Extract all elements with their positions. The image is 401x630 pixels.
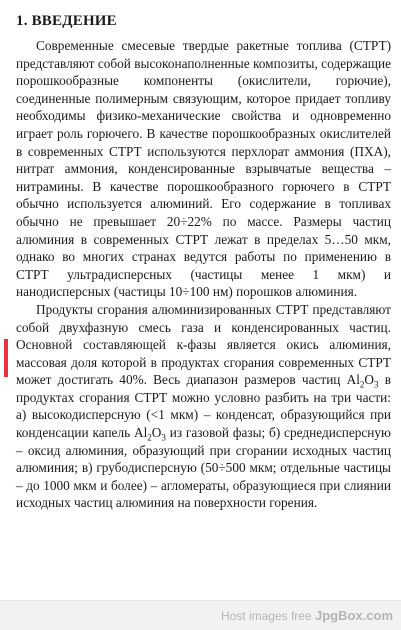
red-margin-marker	[4, 339, 8, 377]
paragraph-2-part-2: в продуктах сгорания СТРТ можно условно разбить на три части: а) высокодисперсную (<1 мкм) – конденсат, образующийся при конденсации капель Al	[16, 372, 391, 441]
paragraph-2-part-3: из газовой фазы; б) среднедисперсную – оксид алюминия, образующий при сгорании исходных частиц алюминия; в) грубодисперсную (50÷500 мкм; отдельные частицы – до 1000 мкм и более) – агломераты, образующиеся при слиянии исходных частиц алюминия на поверхности горения.	[16, 425, 391, 511]
footer-text: Host images free	[220, 609, 315, 623]
paragraph-2-letter: O	[364, 372, 375, 388]
subscript: 3	[374, 379, 379, 390]
subscript: 2	[359, 379, 365, 390]
subscript: 2	[147, 432, 152, 443]
paragraph-2	[16, 301, 391, 512]
section-heading: 1. ВВЕДЕНИЕ	[16, 13, 117, 29]
image-host-footer	[0, 600, 401, 630]
paragraph-2-letter: O	[151, 425, 162, 441]
paragraph-1: Современные смесевые твердые ракетные топлива (СТРТ) представляют собой высоконаполненные композиты, содержащие порошкообразные компоненты (окислители, горючие), соединенные полимерным связующим, которое придает топливу необходимы физико-механические свойства и одновременно играет роль горючего. В качестве порошкообразных окислителей в современных СТРТ используются перхлорат аммония (ПХА), нитрат аммония, конденсированные взрывчатые вещества – нитрамины. В качестве порошкообразного горючего в СТРТ обычно используется алюминий. Его содержание в топливах обычно не превышает 20÷22% по массе. Размеры частиц алюминия в современных СТРТ лежат в пределах 5…50 мкм, однако во многих странах ведутся работы по применению в СТРТ ультрадисперсных (частицы менее 1 мкм) и нанодисперсных (частицы 10÷100 нм) порошков алюминия.	[16, 38, 391, 300]
footer-watermark[interactable]	[221, 608, 393, 623]
footer-brand: JpgBox.com	[314, 608, 393, 623]
paragraph-2-part-1: Продукты сгорания алюминизированных СТРТ представляют собой двухфазную смесь газа и конденсированных частиц. Основной составляющей к-фазы является окись алюминия, массовая доля которой в продуктах сгорания современных СТРТ может достигать 40%. Весь диапазон размеров частиц Al	[16, 301, 391, 388]
subscript: 3	[161, 432, 166, 443]
